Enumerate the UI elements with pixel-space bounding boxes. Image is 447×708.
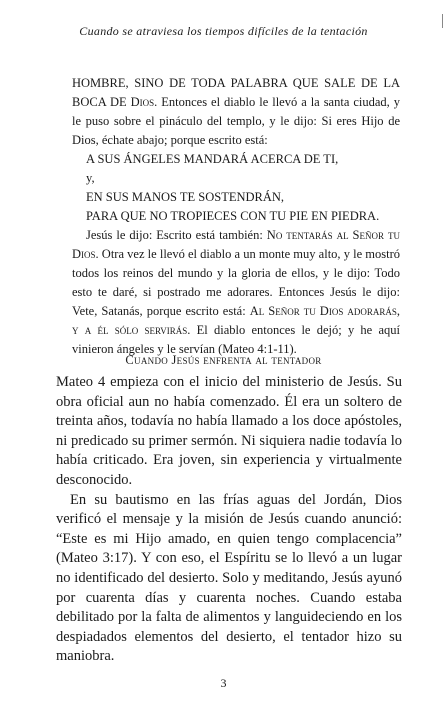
quote-p2-c: . El diablo entonces le dejó; y he aquí vinieron ángeles y le servían (Mateo 4:1-11). (72, 323, 400, 356)
quote-p2-smallcaps-1: No tentarás al Señor tu Dios (72, 228, 400, 261)
quote-line-1: HOMBRE, SINO DE TODA PALABRA QUE SALE DE LA BOCA DE (72, 76, 400, 109)
running-header: Cuando se atraviesa los tiempos difíciles de la tentación (79, 24, 368, 38)
body-text (56, 373, 402, 667)
verse-line-1: A SUS ÁNGELES MANDARÁ ACERCA DE TI, (86, 152, 339, 166)
section-title: Cuando Jesús enfrenta al tentador (125, 353, 322, 367)
verse-line-4: PARA QUE NO TROPIECES CON TU PIE EN PIEDRA. (86, 209, 380, 223)
quote-p1-rest: . Entonces el diablo le llevó a la santa ciudad, y le puso sobre el pináculo del templo, y le dijo: Si eres Hijo de Dios, échate abajo; porque escrito está: (72, 95, 401, 147)
quote-paragraph-1 (72, 74, 400, 150)
page-number: 3 (220, 676, 227, 690)
quote-paragraph-2 (72, 226, 400, 359)
quote-p2-smallcaps-2: Al Señor tu Dios adorarás, y a él sólo servirás (72, 304, 400, 337)
quote-dios: Dios (130, 95, 155, 109)
verse-line-2: y, (86, 171, 95, 185)
scripture-quote (72, 74, 400, 359)
verse-line-3: EN SUS MANOS TE SOSTENDRÁN, (86, 190, 285, 204)
quote-p2-b: . Otra vez le llevó el diablo a un monte muy alto, y le mostró todos los reinos del mundo y la gloria de ellos, y le dijo: Todo esto te daré, si postrado me adorares. Entonces Jesús le dijo: Vete, Satanás, porque escrito está: (72, 247, 400, 318)
quote-p2-a: Jesús le dijo: Escrito está también: (86, 228, 267, 242)
body-paragraph-2: En su bautismo en las frías aguas del Jordán, Dios verificó el mensaje y la misión de Jesús cuando anunció: “Este es mi Hijo amado, en quien tengo complacencia” (Mateo 3:17). Y con eso, el Espíritu se lo llevó a un lugar no identificado del desierto. Solo y meditando, Jesús ayunó por cuarenta días y cuarenta noches. Cuando estaba debilitado por la falta de alimentos y languideciendo en los despiadados elementos del desierto, el tentador hizo su maniobra. (56, 491, 402, 665)
body-paragraph-1: Mateo 4 empieza con el inicio del ministerio de Jesús. Su obra oficial aun no había comenzado. Él era un soltero de treinta años, todavía no había llamado a los doce apóstoles, ni predicado su primer sermón. Ni siquiera nadie todavía lo había criticado. Era joven, sin experiencia y virtualmente desconocido. (56, 374, 402, 488)
